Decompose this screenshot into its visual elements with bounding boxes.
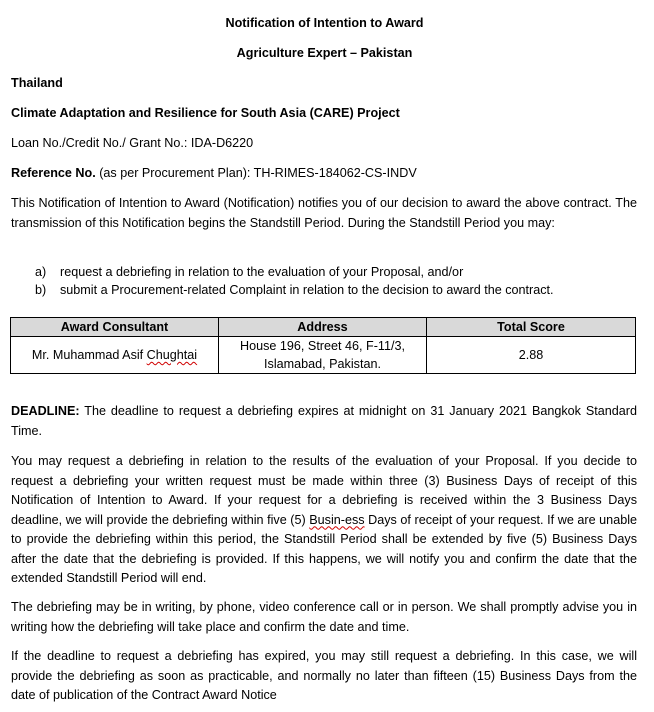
document-title: Notification of Intention to Award: [225, 16, 424, 30]
options-list: [35, 263, 644, 299]
intro-paragraph: This Notification of Intention to Award (Notification) notifies you of our decision to award the above contract. The transmission of this Notification begins the Standstill Period. During the Standstill Period you may:: [11, 196, 637, 230]
address-cell: [219, 337, 427, 374]
country-heading: Thailand: [11, 76, 63, 90]
debriefing-paragraph: [11, 452, 637, 589]
score-cell: 2.88: [427, 337, 636, 374]
debriefing-format-paragraph: The debriefing may be in writing, by phone, video conference call or in person. We shall promptly advise you in writing how the debriefing will take place and confirm the date and time.: [11, 600, 637, 634]
debriefing-text-start: You may request a debriefing in relation to the results of the evaluation of your Proposal. If you decide to request a debriefing your written request must be made within three (3) Business Days of receipt of this Notification of Intention to Award. If your request for a debriefing is received within the 3 Business Days deadline, we will provide the debriefing within five (5): [11, 454, 637, 527]
list-item: [35, 263, 644, 281]
flagged-word: Busin-ess: [309, 512, 365, 527]
loan-number: Loan No./Credit No./ Grant No.: IDA-D6220: [11, 136, 254, 150]
column-header-score: Total Score: [427, 318, 636, 337]
list-item: [35, 281, 644, 299]
debriefing-text-end: Days of receipt of your request. If we are unable to provide the debriefing within this period, the Standstill Period shall be extended by five (5) Business Days after the date that the debriefing is provided. If this happens, we will notify you and confirm the date that the extended Standstill Period will end.: [11, 512, 638, 585]
list-item-text: request a debriefing in relation to the evaluation of your Proposal, and/or: [60, 265, 464, 279]
column-header-address: Address: [219, 318, 427, 337]
deadline-text: The deadline to request a debriefing expires at midnight on 31 January 2021 Bangkok Standard Time.: [11, 404, 637, 438]
deadline-label: DEADLINE:: [11, 404, 80, 418]
address-line-1: House 196, Street 46, F-11/3,: [240, 339, 405, 353]
address-line-2: Islamabad, Pakistan.: [264, 357, 381, 371]
table-header-row: [11, 318, 636, 337]
project-heading: Climate Adaptation and Resilience for South Asia (CARE) Project: [11, 106, 400, 120]
list-marker: a): [35, 265, 47, 279]
column-header-consultant: Award Consultant: [11, 318, 219, 337]
expired-deadline-paragraph: If the deadline to request a debriefing has expired, you may still request a debriefing. In this case, we will provide the debriefing as soon as practicable, and normally no later than fifteen (15) Business Days from the date of publication of the Contract Award Notice: [11, 649, 637, 702]
list-item-text: submit a Procurement-related Complaint in relation to the decision to award the contract.: [60, 283, 554, 297]
list-marker: b): [35, 283, 47, 297]
table-row: [11, 337, 636, 374]
document-subtitle: Agriculture Expert – Pakistan: [236, 46, 413, 60]
award-table: [10, 317, 636, 374]
consultant-name: Mr. Muhammad Asif: [31, 348, 147, 362]
consultant-cell: [11, 337, 219, 374]
deadline-paragraph: [11, 402, 637, 441]
reference-number: [11, 164, 638, 184]
consultant-surname: Chughtai: [146, 348, 198, 362]
reference-value: (as per Procurement Plan): TH-RIMES-184062-CS-INDV: [95, 166, 417, 180]
reference-label: Reference No.: [11, 166, 96, 180]
